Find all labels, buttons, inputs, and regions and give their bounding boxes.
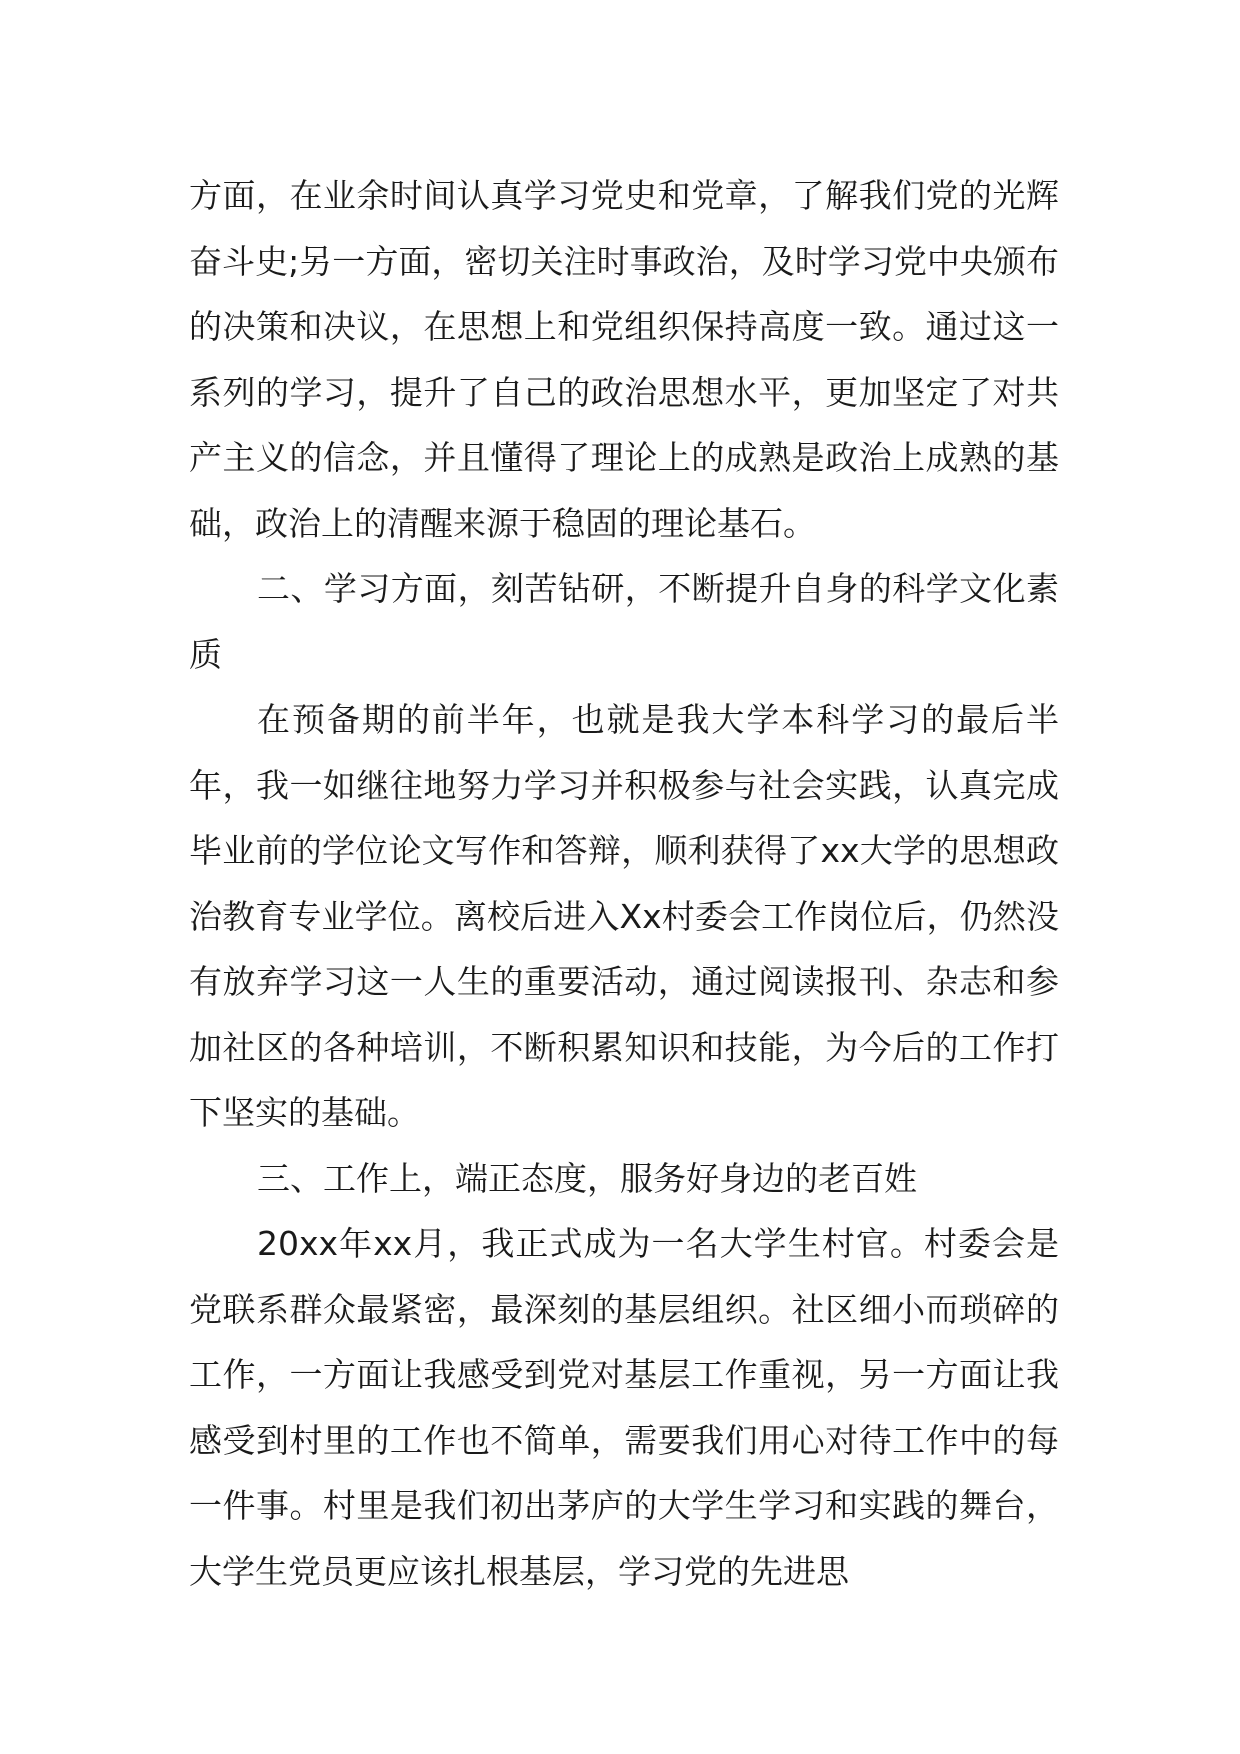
paragraph-study-details: 在预备期的前半年，也就是我大学本科学习的最后半年，我一如继往地努力学习并积极参与社会实践，认真完成毕业前的学位论文写作和答辩，顺利获得了xx大学的思想政治教育专业学位。离校后进入Xx村委会工作岗位后，仍然没有放弃学习这一人生的重要活动，通过阅读报刊、杂志和参加社区的各种培训，不断积累知识和技能，为今后的工作打下坚实的基础。 [189, 700, 1059, 1132]
paragraph-party-study-continued: 方面，在业余时间认真学习党史和党章，了解我们党的光辉奋斗史;另一方面，密切关注时事政治，及时学习党中央颁布的决策和决议，在思想上和党组织保持高度一致。通过这一系列的学习，提升了自己的政治思想水平，更加坚定了对共产主义的信念，并且懂得了理论上的成熟是政治上成熟的基础，政治上的清醒来源于稳固的理论基石。 [189, 176, 1059, 543]
heading-study-section: 二、学习方面，刻苦钻研，不断提升自身的科学文化素质 [189, 569, 1059, 674]
document-body [189, 163, 1059, 1604]
paragraph-work-details: 20xx年xx月，我正式成为一名大学生村官。村委会是党联系群众最紧密，最深刻的基层组织。社区细小而琐碎的工作，一方面让我感受到党对基层工作重视，另一方面让我感受到村里的工作也不简单，需要我们用心对待工作中的每一件事。村里是我们初出茅庐的大学生学习和实践的舞台，大学生党员更应该扎根基层，学习党的先进思 [189, 1224, 1059, 1591]
heading-work-section: 三、工作上，端正态度，服务好身边的老百姓 [257, 1158, 917, 1198]
